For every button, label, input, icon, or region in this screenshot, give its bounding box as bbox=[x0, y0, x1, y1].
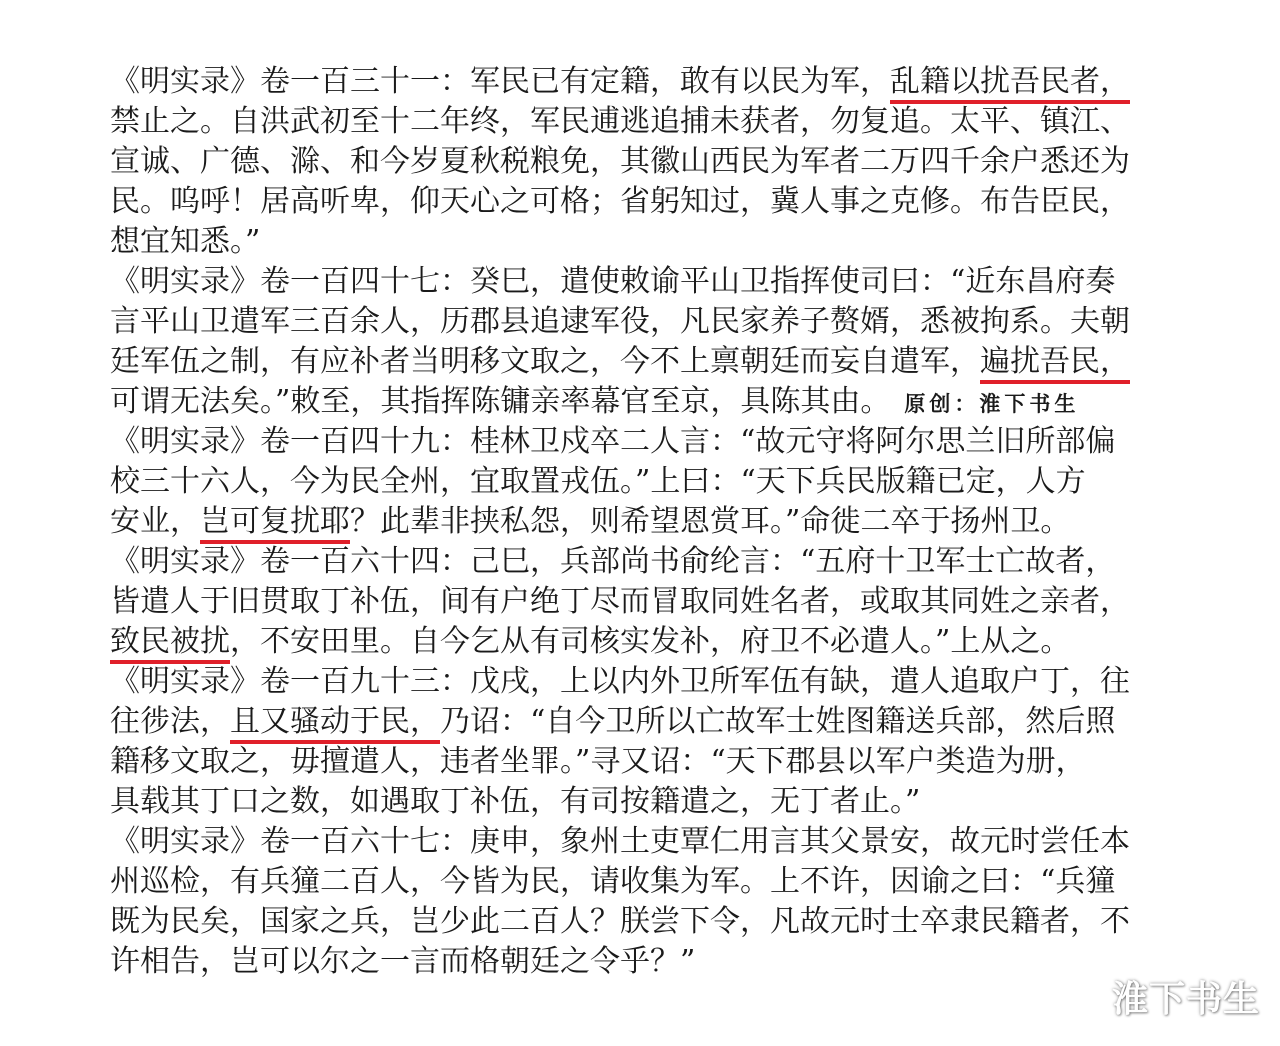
line-text: 可谓无法矣。”敕至，其指挥陈镛亲率幕官至京，具陈其由。 bbox=[110, 384, 891, 419]
text-line bbox=[110, 102, 1172, 142]
line-text: 宣诚、广德、滁、和今岁夏秋税粮免，其徽山西民为军者二万四千余户悉还为 bbox=[110, 144, 1130, 179]
line-text: 《明实录》卷一百四十七：癸巳，遣使敕谕平山卫指挥使司曰：“近东昌府奏 bbox=[110, 264, 1116, 299]
line-text: 往徏法， bbox=[110, 704, 230, 739]
text-line bbox=[110, 622, 1172, 662]
text-line bbox=[110, 462, 1172, 502]
underlined-phrase: 岂可复扰耶 bbox=[200, 504, 350, 544]
underlined-phrase: 遍扰吾民， bbox=[980, 344, 1130, 384]
text-line bbox=[110, 262, 1172, 302]
document-body bbox=[110, 62, 1172, 982]
text-line bbox=[110, 422, 1172, 462]
line-text: 校三十六人，今为民全州，宜取置戎伍。”上曰：“天下兵民版籍已定，人方 bbox=[110, 464, 1086, 499]
text-line bbox=[110, 942, 1172, 982]
line-text: 既为民矣，国家之兵，岂少此二百人？朕尝下令，凡故元时士卒隶民籍者，不 bbox=[110, 904, 1130, 939]
text-line bbox=[110, 862, 1172, 902]
text-line bbox=[110, 902, 1172, 942]
text-line bbox=[110, 582, 1172, 622]
text-line bbox=[110, 662, 1172, 702]
text-line bbox=[110, 702, 1172, 742]
line-text-tail: ？此辈非挟私怨，则希望恩赏耳。”命徙二卒于扬州卫。 bbox=[350, 504, 1071, 539]
watermark: 淮下书生 bbox=[1111, 979, 1260, 1020]
line-text: 《明实录》卷一百六十四：己巳，兵部尚书俞纶言：“五府十卫军士亡故者， bbox=[110, 544, 1116, 579]
text-line bbox=[110, 502, 1172, 542]
line-text: 具载其丁口之数，如遇取丁补伍，有司按籍遣之，无丁者止。” bbox=[110, 784, 921, 819]
text-line bbox=[110, 182, 1172, 222]
line-text: 想宜知悉。” bbox=[110, 224, 261, 259]
line-text: 州巡检，有兵獞二百人，今皆为民，请收集为军。上不许，因谕之曰：“兵獞 bbox=[110, 864, 1116, 899]
text-line bbox=[110, 822, 1172, 862]
text-line bbox=[110, 222, 1172, 262]
line-text: 安业， bbox=[110, 504, 200, 539]
text-line bbox=[110, 302, 1172, 342]
line-text: 《明实录》卷一百九十三：戊戌，上以内外卫所军伍有缺，遣人追取户丁，往 bbox=[110, 664, 1130, 699]
line-text-tail: 乃诏：“自今卫所以亡故军士姓图籍送兵部，然后照 bbox=[440, 704, 1116, 739]
text-line bbox=[110, 782, 1172, 822]
text-line bbox=[110, 742, 1172, 782]
line-text-tail: ，不安田里。自今乞从有司核实发补，府卫不必遣人。”上从之。 bbox=[230, 624, 1071, 659]
text-line bbox=[110, 62, 1172, 102]
line-text: 民。呜呼！居高听卑，仰天心之可格；省躬知过，冀人事之克修。布告臣民， bbox=[110, 184, 1130, 219]
line-text: 禁止之。自洪武初至十二年终，军民逋逃追捕未获者，勿复追。太平、镇江、 bbox=[110, 104, 1130, 139]
line-text: 许相告，岂可以尔之一言而格朝廷之令乎？” bbox=[110, 944, 696, 979]
text-line bbox=[110, 342, 1172, 382]
line-text: 籍移文取之，毋擅遣人，违者坐罪。”寻又诏：“天下郡县以军户类造为册， bbox=[110, 744, 1086, 779]
line-text: 《明实录》卷一百四十九：桂林卫戍卒二人言：“故元守将阿尔思兰旧所部偏 bbox=[110, 424, 1116, 459]
line-text: 言平山卫遣军三百余人，历郡县追逮军役，凡民家养子赘婿，悉被拘系。夫朝 bbox=[110, 304, 1130, 339]
underlined-phrase: 致民被扰 bbox=[110, 624, 230, 664]
text-line bbox=[110, 382, 1172, 422]
text-line bbox=[110, 142, 1172, 182]
text-line bbox=[110, 542, 1172, 582]
line-text: 《明实录》卷一百三十一：军民已有定籍，敢有以民为军， bbox=[110, 64, 890, 99]
underlined-phrase: 乱籍以扰吾民者， bbox=[890, 64, 1130, 104]
author-note: 原创：淮下书生 bbox=[904, 391, 1080, 416]
line-text: 《明实录》卷一百六十七：庚申，象州土吏覃仁用言其父景安，故元时尝任本 bbox=[110, 824, 1130, 859]
underlined-phrase: 且又骚动于民， bbox=[230, 704, 440, 744]
line-text: 廷军伍之制，有应补者当明移文取之，今不上禀朝廷而妄自遣军， bbox=[110, 344, 980, 379]
line-text: 皆遣人于旧贯取丁补伍，间有户绝丁尽而冒取同姓名者，或取其同姓之亲者， bbox=[110, 584, 1130, 619]
